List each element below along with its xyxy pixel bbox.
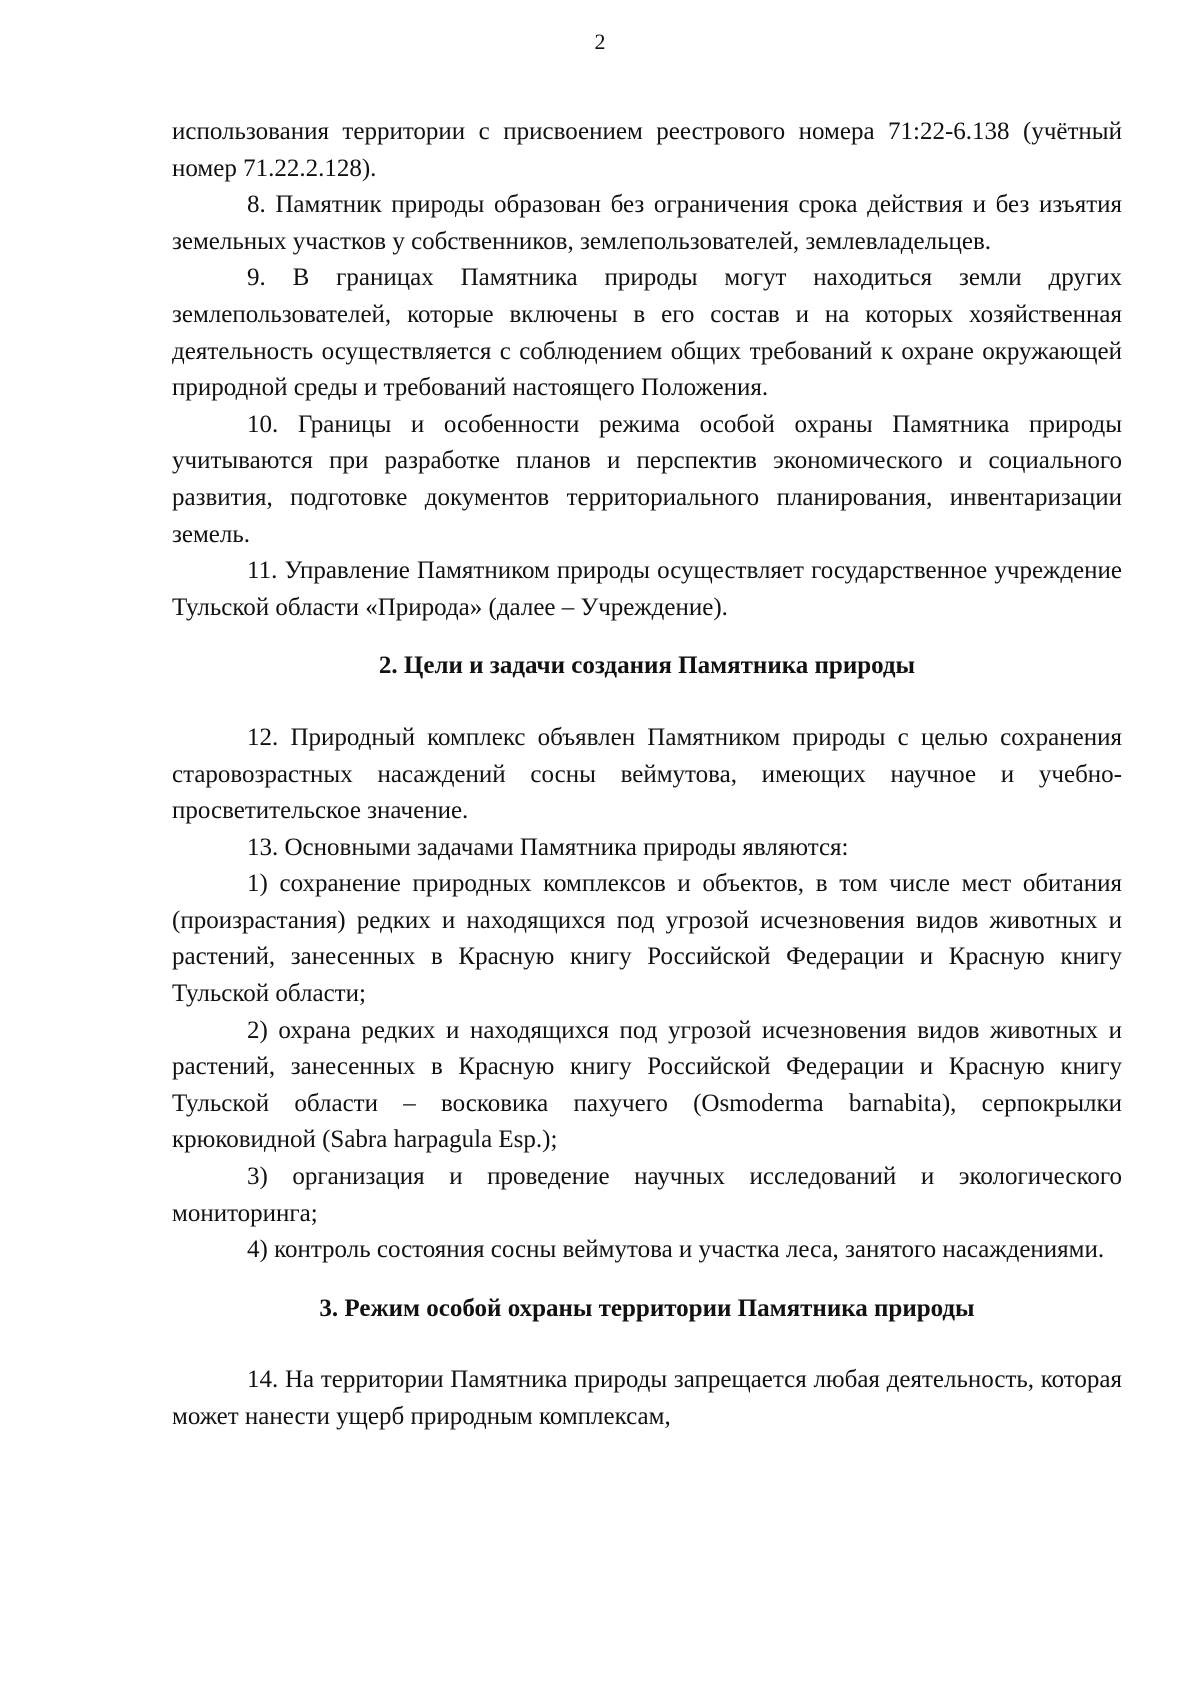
list-item-3: 3) организация и проведение научных исследований и экологического мониторинга;: [172, 1163, 1122, 1227]
page-number: 2: [594, 29, 606, 54]
paragraph-12: 12. Природный комплекс объявлен Памятником природы с целью сохранения старовозрастных насаждений сосны веймутова, имеющих научное и учебно-просветительское значение.: [172, 723, 1122, 825]
list-item-4: 4) контроль состояния сосны веймутова и участка леса, занятого насаждениями.: [247, 1236, 1105, 1264]
paragraph-13: 13. Основными задачами Памятника природы являются:: [247, 833, 849, 861]
document-body: [172, 114, 1122, 1436]
paragraph-9: 9. В границах Памятника природы могут находиться земли других землепользователей, которые включены в его состав и на которых хозяйственная деятельность осуществляется с соблюдением общих требований к охране окружающей природной среды и требований настоящего Положения.: [172, 264, 1122, 402]
paragraph-10: 10. Границы и особенности режима особой охраны Памятника природы учитываются при разработке планов и перспектив экономического и социального развития, подготовке документов территориального планирования, инвентаризации земель.: [172, 410, 1122, 548]
section-3-heading: 3. Режим особой охраны территории Памятника природы: [319, 1294, 975, 1322]
paragraph-11: 11. Управление Памятником природы осуществляет государственное учреждение Тульской области «Природа» (далее – Учреждение).: [172, 557, 1122, 621]
list-item-1: 1) сохранение природных комплексов и объектов, в том числе мест обитания (произрастания) редких и находящихся под угрозой исчезновения видов животных и растений, занесенных в Красную книгу Российской Федерации и Красную книгу Тульской области;: [172, 870, 1122, 1008]
paragraph-8: 8. Памятник природы образован без ограничения срока действия и без изъятия земельных участков у собственников, землепользователей, землевладельцев.: [172, 191, 1122, 255]
section-2-heading: 2. Цели и задачи создания Памятника природы: [378, 652, 916, 680]
list-item-2: 2) охрана редких и находящихся под угрозой исчезновения видов животных и растений, занесенных в Красную книгу Российской Федерации и Красную книгу Тульской области – восковика пахучего (Osmoderma barnabita), серпокрылки крюковидной (Sabra harpagula Esp.);: [172, 1016, 1122, 1154]
paragraph-14: 14. На территории Памятника природы запрещается любая деятельность, которая может нанести ущерб природным комплексам,: [172, 1366, 1122, 1430]
paragraph-continuation: использования территории с присвоением реестрового номера 71:22-6.138 (учётный номер 71.22.2.128).: [172, 118, 1122, 182]
